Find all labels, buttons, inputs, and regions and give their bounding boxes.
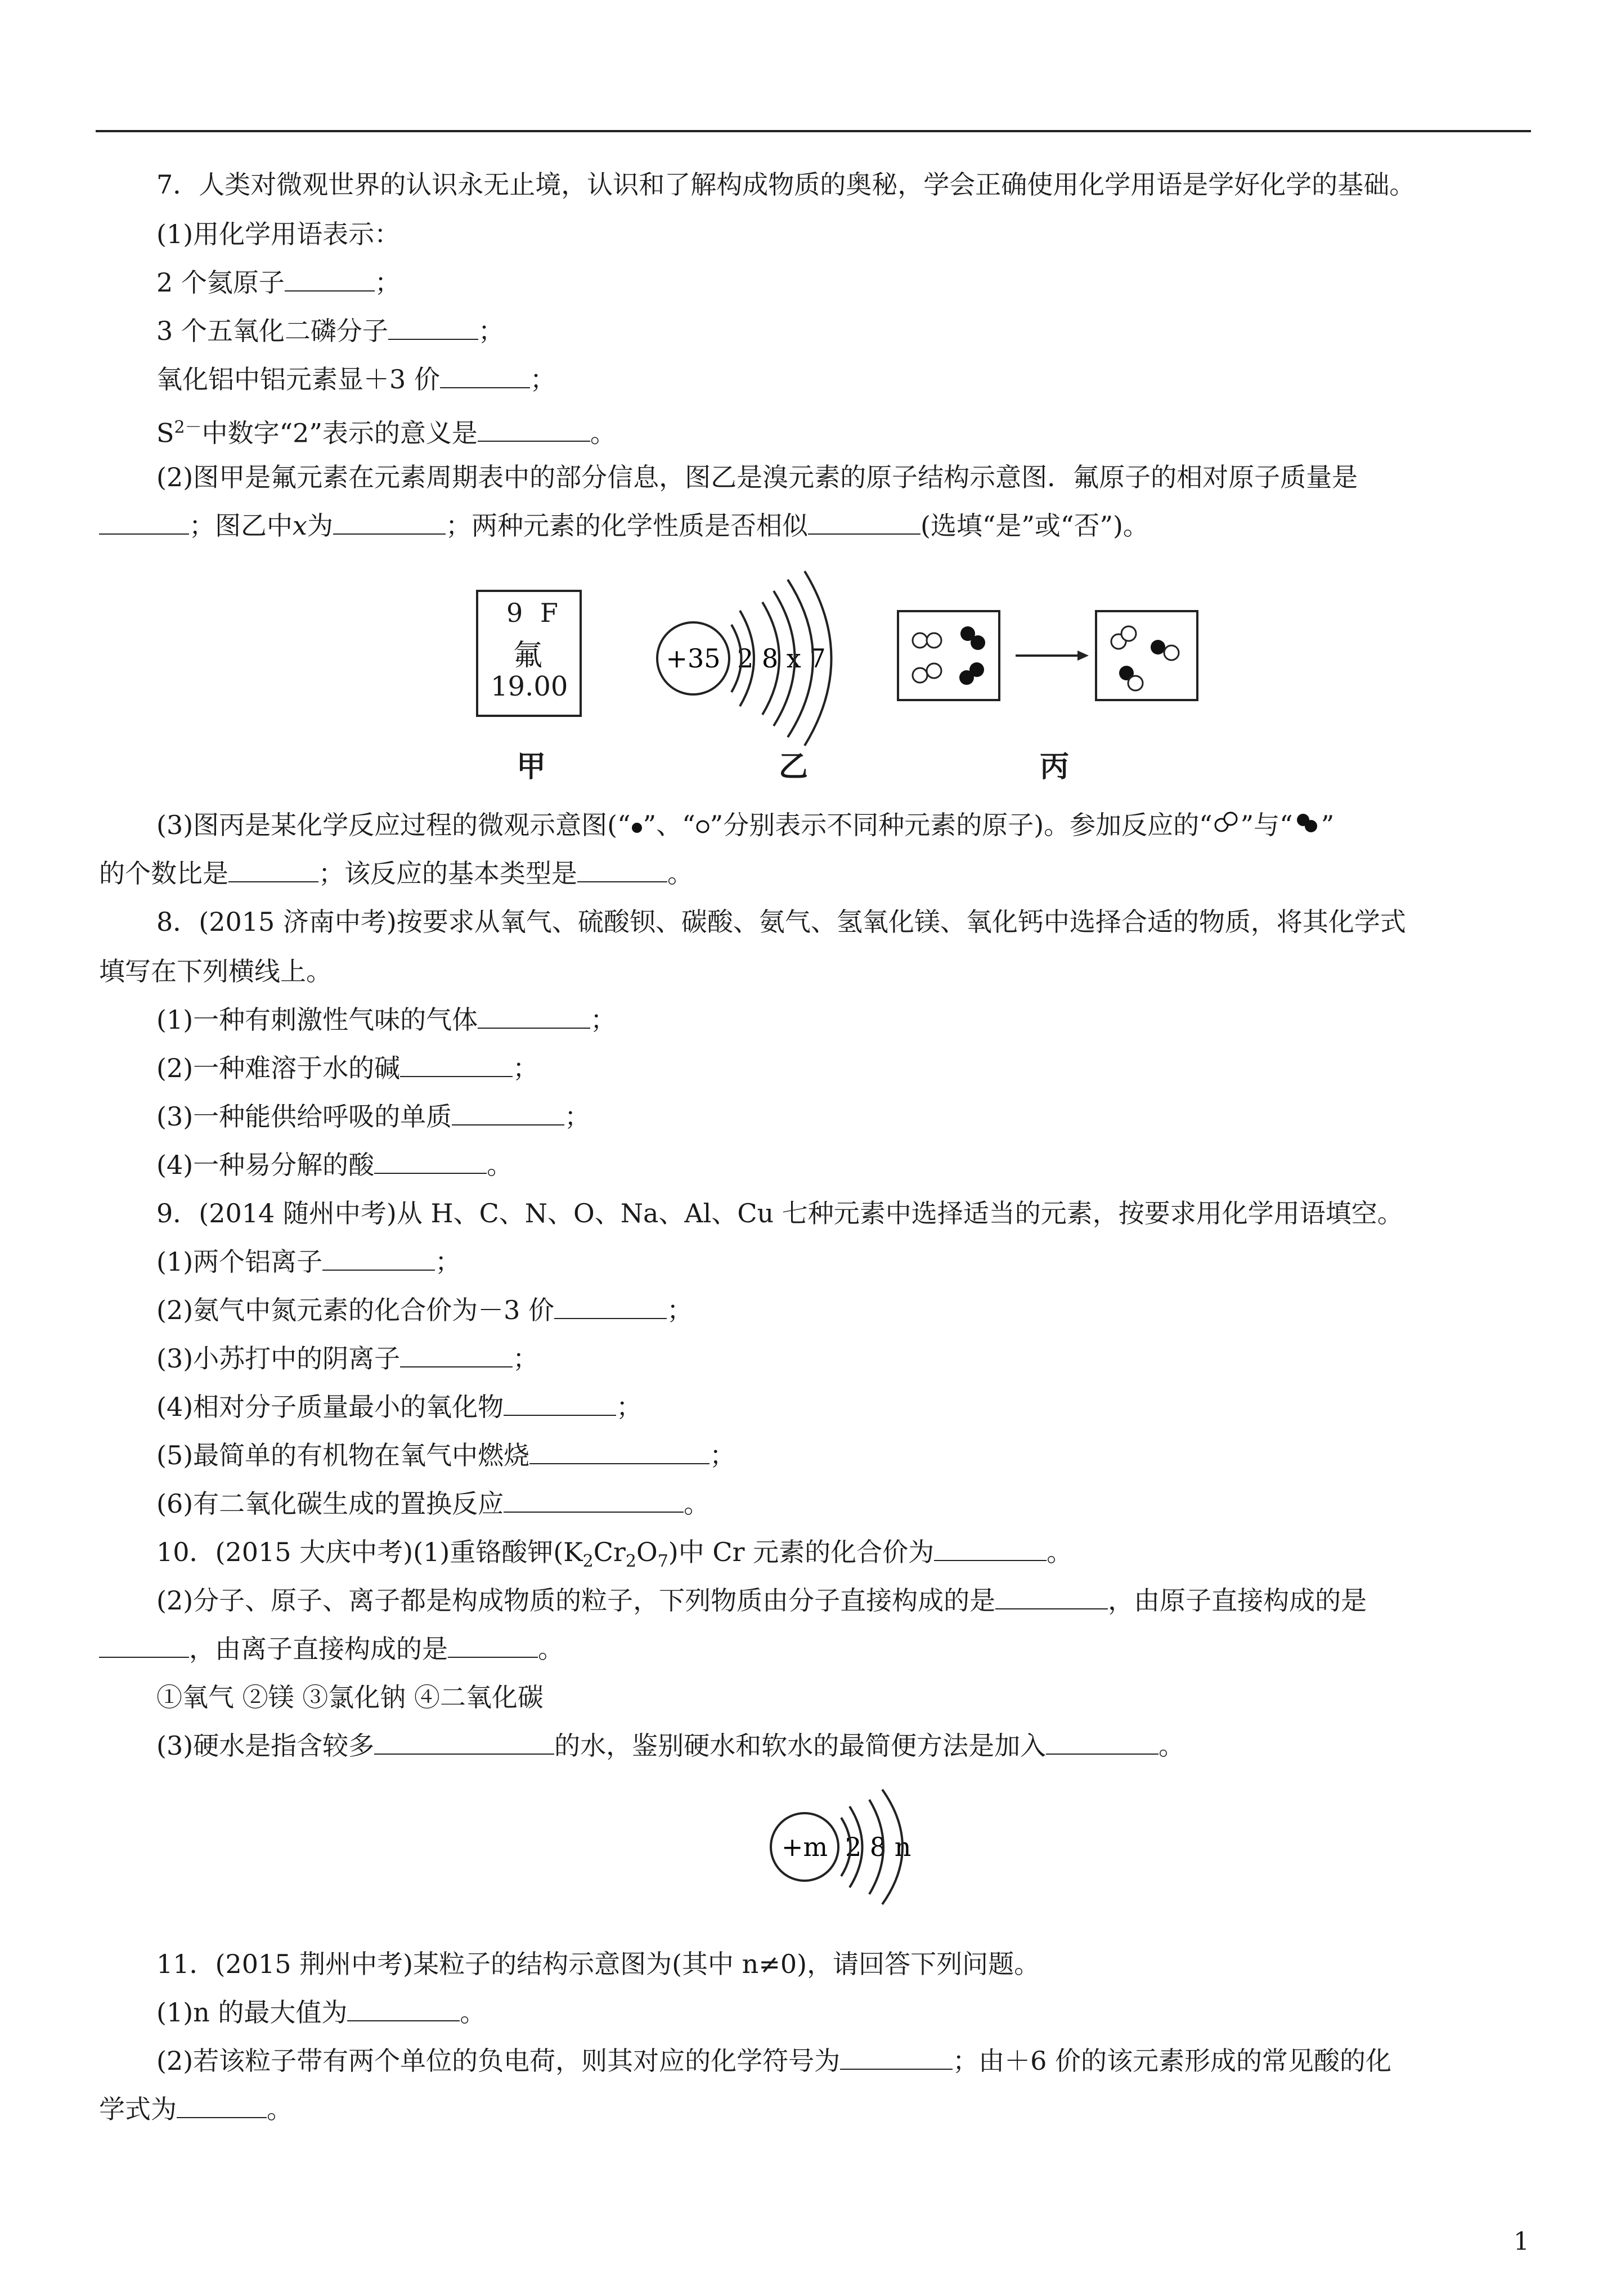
- q10-part2-line1: (2)分子、原子、离子都是构成物质的粒子，下列物质由分子直接构成的是 ，由原子直接构成的是: [156, 1584, 1367, 1617]
- answer-blank[interactable]: [388, 314, 478, 340]
- answer-blank[interactable]: [452, 1100, 564, 1125]
- white-atom-icon: [695, 819, 710, 834]
- white-molecule-icon: [1213, 811, 1241, 834]
- q9-c: (3)小苏打中的阴离子 ；: [156, 1342, 538, 1375]
- answer-blank[interactable]: [554, 1293, 667, 1319]
- atomic-number: 9: [506, 598, 523, 628]
- q9-b: (2)氨气中氮元素的化合价为－3 价 ；: [156, 1293, 693, 1327]
- answer-blank[interactable]: [374, 1729, 554, 1755]
- q7-part1-d: $S^{2-}$中数字“2”表示的意义是 。: [156, 411, 616, 450]
- q7-part3-line1: (3)图丙是某化学反应过程的微观示意图(“ ”、“ ”分别表示不同种元素的原子)。参加反应的“ ”与“ ”: [156, 810, 1335, 840]
- atomic-mass: 19.00: [491, 671, 568, 702]
- answer-blank[interactable]: [400, 1342, 513, 1367]
- answer-blank[interactable]: [322, 1245, 435, 1271]
- q11-b-line1: (2)若该粒子带有两个单位的负电荷，则其对应的化学符号为 ；由＋6 价的该元素形成的常见酸的化: [156, 2044, 1391, 2078]
- q7-part2-line1: (2)图甲是氟元素在元素周期表中的部分信息，图乙是溴元素的原子结构示意图．氟原子的相对原子质量是: [156, 462, 1358, 492]
- q8-stem-line2: 填写在下列横线上。: [99, 956, 332, 986]
- answer-blank[interactable]: [577, 856, 667, 882]
- answer-blank[interactable]: [934, 1535, 1047, 1561]
- shell-electrons: 2 8 n: [845, 1832, 911, 1862]
- answer-blank[interactable]: [1046, 1729, 1159, 1755]
- q7-part1-title: (1)用化学用语表示：: [156, 219, 401, 249]
- q10-part3: (3)硬水是指含较多 的水，鉴别硬水和软水的最简便方法是加入 。: [156, 1729, 1184, 1763]
- answer-blank[interactable]: [285, 266, 375, 292]
- q7-part3-line2: 的个数比是 ；该反应的基本类型是 。: [99, 856, 693, 890]
- q10-stem: 10．(2015 大庆中考)(1)重铬酸钾$(K_2Cr_2O_7)$中 Cr 元素的化合价为 。: [156, 1535, 1072, 1578]
- figure-particle-structure: [760, 1784, 928, 1908]
- q11-a: (1)n 的最大值为 。: [156, 1995, 486, 2029]
- figure-jia-element-card: [476, 590, 582, 717]
- q11-stem: 11．(2015 荆州中考)某粒子的结构示意图为(其中 n≠0)，请回答下列问题。: [156, 1949, 1040, 1979]
- answer-blank[interactable]: [478, 1003, 590, 1029]
- answer-blank[interactable]: [448, 1632, 538, 1658]
- q7-part1-b: 3 个五氧化二磷分子 ；: [156, 314, 504, 348]
- nucleus-charge: +m: [781, 1832, 828, 1862]
- answer-blank[interactable]: [99, 1632, 189, 1658]
- answer-blank[interactable]: [374, 1148, 487, 1174]
- figure-label-jia: 甲: [517, 750, 546, 784]
- answer-blank[interactable]: [478, 416, 590, 442]
- page-number: 1: [1514, 2227, 1529, 2256]
- q7-stem: 7．人类对微观世界的认识永无止境，认识和了解构成物质的奥秘，学会正确使用化学用语是学好化学的基础。: [156, 169, 1416, 200]
- q8-c: (3)一种能供给呼吸的单质 ；: [156, 1100, 590, 1133]
- figure-label-bing: 丙: [1040, 750, 1070, 784]
- q7-part1-a: 2 个氦原子 ；: [156, 266, 401, 299]
- q10-options: ①氧气 ②镁 ③氯化钠 ④二氧化碳: [156, 1682, 544, 1712]
- answer-blank[interactable]: [228, 856, 318, 882]
- figure-label-yi: 乙: [779, 750, 809, 784]
- element-name: 氟: [513, 639, 543, 672]
- q8-a: (1)一种有刺激性气味的气体 ；: [156, 1003, 616, 1037]
- q8-d: (4)一种易分解的酸 。: [156, 1148, 513, 1182]
- figure-bing-reaction: [895, 608, 1215, 703]
- black-molecule-icon: [1293, 811, 1321, 834]
- answer-blank[interactable]: [840, 2044, 953, 2070]
- q9-f: (6)有二氧化碳生成的置换反应 。: [156, 1487, 710, 1521]
- q8-stem-line1: 8．(2015 济南中考)按要求从氧气、硫酸钡、碳酸、氨气、氢氧化镁、氧化钙中选择合适的物质，将其化学式: [156, 907, 1406, 937]
- q7-part2-line2: ；图乙中x为 ；两种元素的化学性质是否相似 (选填“是”或“否”)。: [99, 509, 1149, 542]
- answer-blank[interactable]: [808, 509, 920, 535]
- q9-stem: 9．(2014 随州中考)从 H、C、N、O、Na、Al、Cu 七种元素中选择适当的元素，按要求用化学用语填空。: [156, 1198, 1403, 1228]
- answer-blank[interactable]: [995, 1584, 1108, 1609]
- answer-blank[interactable]: [504, 1487, 684, 1513]
- nucleus-charge: +35: [666, 643, 721, 674]
- answer-blank[interactable]: [177, 2092, 267, 2118]
- answer-blank[interactable]: [333, 509, 446, 535]
- answer-blank[interactable]: [400, 1051, 513, 1077]
- answer-blank[interactable]: [440, 362, 530, 388]
- q8-b: (2)一种难溶于水的碱 ；: [156, 1051, 538, 1085]
- answer-blank[interactable]: [99, 509, 189, 535]
- q9-a: (1)两个铝离子 ；: [156, 1245, 461, 1279]
- answer-blank[interactable]: [504, 1390, 616, 1416]
- q11-b-line2: 学式为 。: [99, 2092, 293, 2126]
- element-symbol: F: [540, 598, 558, 628]
- black-atom-icon: [631, 822, 643, 834]
- figure-yi-atom-structure: [647, 563, 861, 748]
- q9-e: (5)最简单的有机物在氧气中燃烧 ；: [156, 1438, 735, 1472]
- answer-blank[interactable]: [347, 1995, 460, 2021]
- answer-blank[interactable]: [529, 1438, 710, 1464]
- shell-electrons: 2 8 x 7: [737, 643, 826, 674]
- q7-part1-c: 氧化铝中铝元素显＋3 价 ；: [156, 362, 556, 396]
- q9-d: (4)相对分子质量最小的氧化物 ；: [156, 1390, 642, 1424]
- q10-part2-line2: ，由离子直接构成的是 。: [99, 1632, 564, 1666]
- header-rule: [96, 130, 1531, 132]
